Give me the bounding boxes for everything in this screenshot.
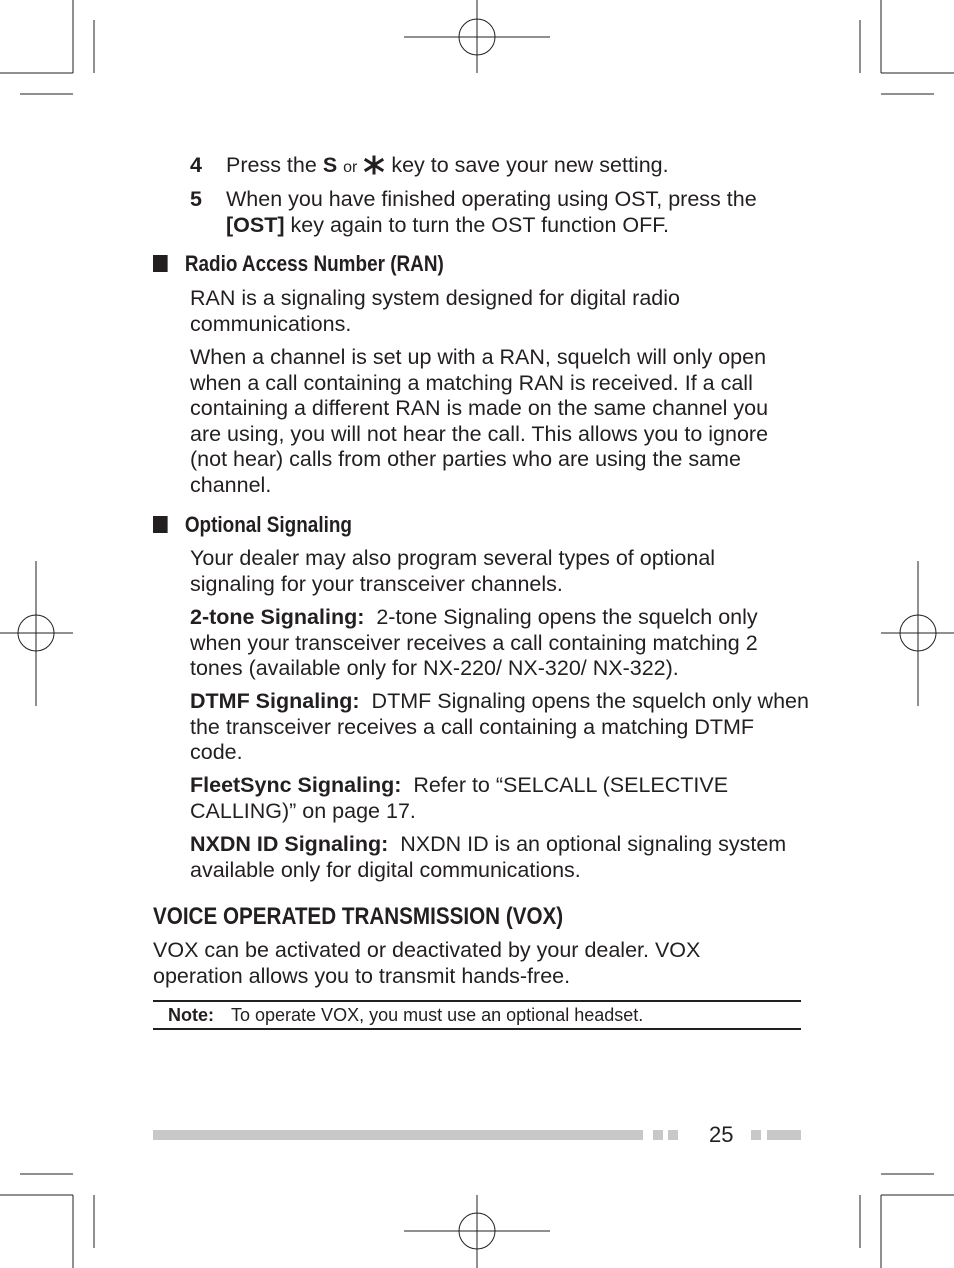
asterisk-key-icon [363,155,385,175]
signaling-desc: 2-tone Signaling opens the squelch only when your transceiver receives a call containing matching 2 tones (available only for NX-220/ NX-320/ NX-322). [190,605,758,680]
signaling-item-nxdn [190,832,810,883]
optional-intro: Your dealer may also program several types of optional signaling for your transceiver channels. [190,546,716,596]
bullet-square-icon [153,516,168,533]
key-label-s: S [322,153,338,177]
signaling-term: NXDN ID Signaling: [190,832,389,856]
signaling-term: FleetSync Signaling: [190,773,402,797]
footer-bar-dot [668,1130,678,1140]
ran-paragraph-2: When a channel is set up with a RAN, squelch will only open when a call containing a matching RAN is received. If a call containing a different RAN is made on the same channel you are using, you will not hear the call. This allows you to ignore (not hear) calls from other parties who are using the same channel. [190,345,769,497]
signaling-desc: Refer to “SELCALL (SELECTIVE CALLING)” on page 17. [190,773,729,823]
footer-bar-dot [751,1130,761,1140]
note-text: To operate VOX, you must use an optional headset. [231,1005,644,1025]
ran-paragraph-1: RAN is a signaling system designed for digital radio communications. [190,286,680,336]
step-text: key to save your new setting. [391,153,669,177]
step-text: When you have finished operating using OST, press the [226,187,757,211]
step-text: Press the [226,153,317,177]
signaling-item-2tone [190,605,810,682]
signaling-term: DTMF Signaling: [190,689,360,713]
or-text: or [343,159,358,176]
signaling-desc: NXDN ID is an optional signaling system available only for digital communications. [190,832,787,882]
step-number: 5 [190,187,202,211]
signaling-item-dtmf [190,689,810,766]
signaling-item-fleetsync [190,773,810,824]
footer-bar-left [153,1130,643,1140]
footer-bar-dot [653,1130,663,1140]
note-box [153,1000,801,1030]
section-heading-optional-signaling: Optional Signaling [153,512,352,538]
section-heading-vox: VOICE OPERATED TRANSMISSION (VOX) [153,903,564,930]
step-text: key again to turn the OST function OFF. [290,212,669,237]
section-heading-ran: Radio Access Number (RAN) [153,251,444,277]
signaling-desc: DTMF Signaling opens the squelch only when the transceiver receives a call containing a matching DTMF code. [190,689,809,764]
note-label: Note: [168,1005,214,1025]
footer-bar-right [767,1130,801,1140]
step-number: 4 [190,153,202,177]
signaling-term: 2-tone Signaling: [190,605,365,629]
key-label-ost: [OST] [226,212,285,237]
page-number: 25 [709,1122,734,1147]
vox-paragraph: VOX can be activated or deactivated by your dealer. VOX operation allows you to transmit hands-free. [153,938,701,988]
bullet-square-icon [153,255,168,272]
